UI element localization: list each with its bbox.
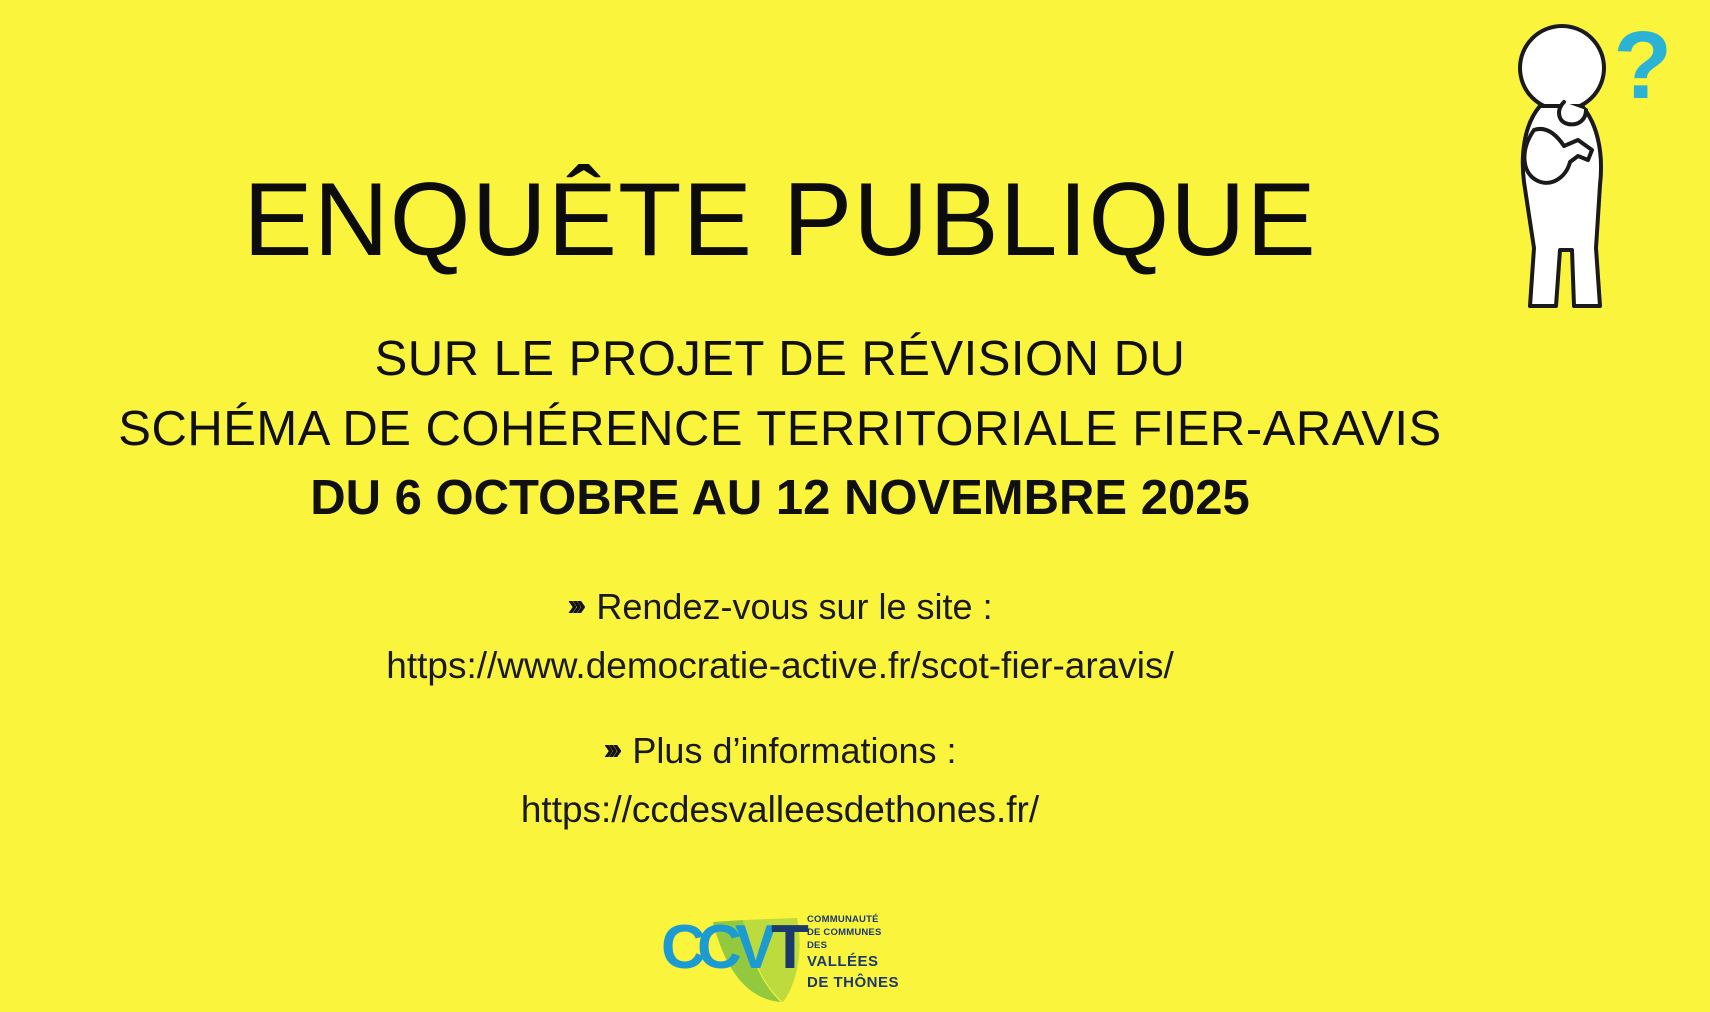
- subtitle-block: [0, 325, 1560, 534]
- ccvt-logo-wordmark: [807, 914, 907, 993]
- info-block-more-info: [0, 728, 1560, 835]
- subtitle-line-1: SUR LE PROJET DE RÉVISION DU: [374, 332, 1186, 386]
- page-title: ENQUÊTE PUBLIQUE: [243, 161, 1317, 278]
- info-website-label: Rendez-vous sur le site :: [596, 586, 993, 627]
- logo-line-4: VALLÉES: [807, 953, 879, 971]
- question-mark-icon: ?: [1613, 12, 1672, 119]
- more-info-link[interactable]: https://ccdesvalleesdethones.fr/: [520, 788, 1040, 830]
- survey-site-link[interactable]: https://www.democratie-active.fr/scot-fier-aravis/: [386, 644, 1174, 686]
- svg-text:C: C: [661, 913, 706, 982]
- ccvt-logo: [657, 892, 900, 1007]
- chevron-right-icon: ›››: [567, 587, 581, 623]
- subtitle-line-2: SCHÉMA DE COHÉRENCE TERRITORIALE FIER-ARAVIS: [118, 401, 1442, 456]
- logo-line-5: DE THÔNES: [807, 973, 900, 991]
- svg-text:V: V: [735, 913, 777, 982]
- info-more-label: Plus d’informations :: [632, 730, 957, 771]
- info-website-heading: [0, 584, 1560, 631]
- svg-text:T: T: [771, 913, 809, 982]
- logo-line-2: DE COMMUNES: [807, 926, 882, 938]
- logo-line-1: COMMUNAUTÉ: [807, 914, 879, 925]
- info-more-heading: [0, 728, 1560, 775]
- subtitle-dates: DU 6 OCTOBRE AU 12 NOVEMBRE 2025: [310, 471, 1250, 526]
- svg-text:C: C: [697, 913, 742, 982]
- chevron-right-icon: ›››: [603, 731, 617, 767]
- info-block-website: [0, 584, 1560, 691]
- logo-line-3: DES: [807, 939, 828, 951]
